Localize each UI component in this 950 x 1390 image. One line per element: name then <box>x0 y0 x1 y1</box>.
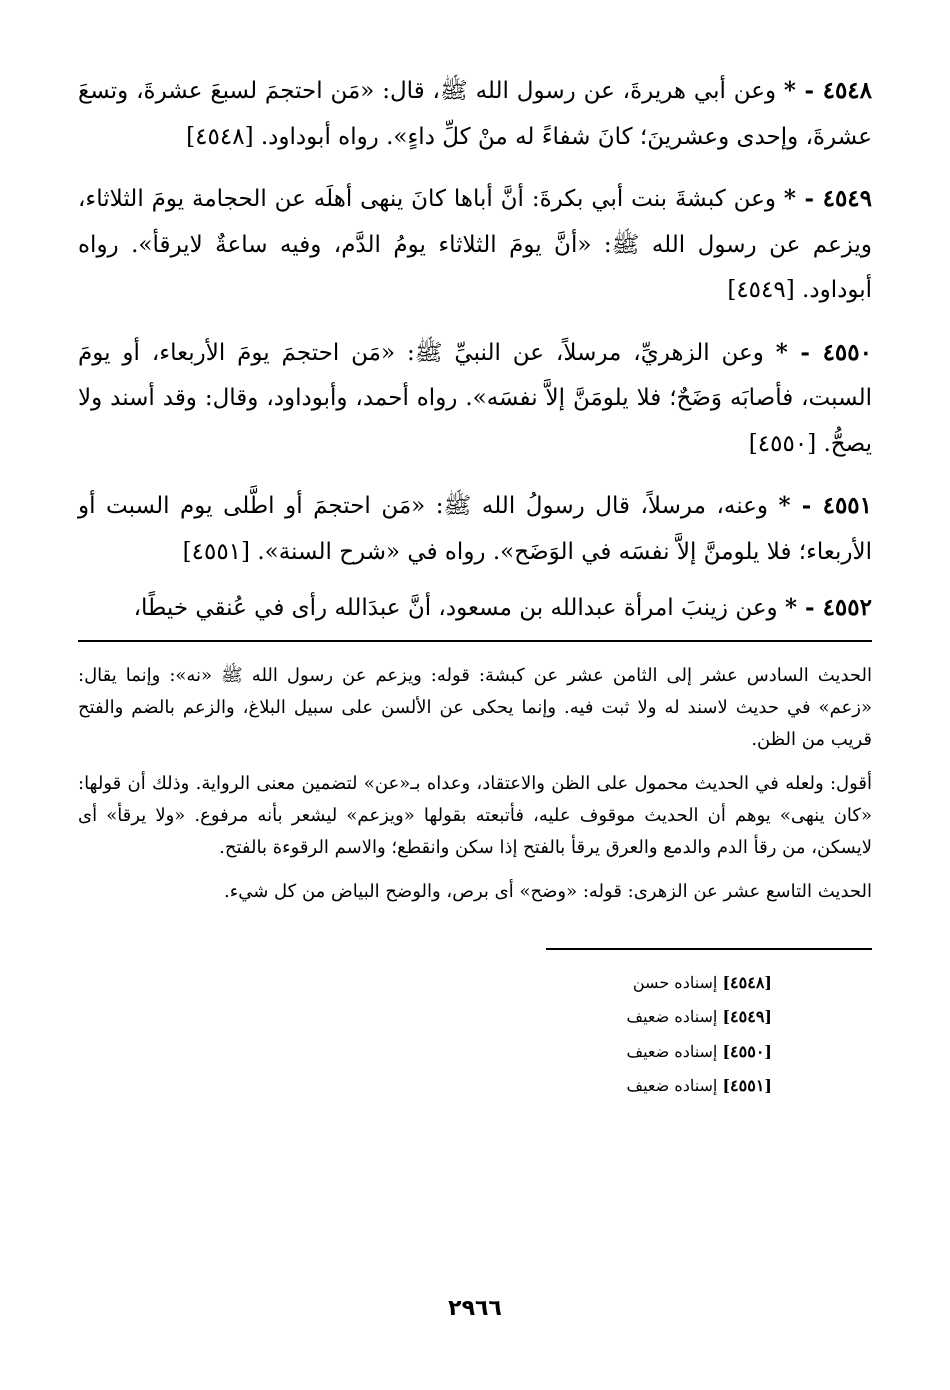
commentary-divider <box>78 640 872 642</box>
footnote <box>78 966 872 1001</box>
footnote <box>78 1069 872 1104</box>
footnote-text: إسناده ضعيف <box>626 1076 718 1095</box>
footnote-divider <box>546 948 872 950</box>
hadith-number: ٤٥٥٠ - * <box>775 338 872 366</box>
hadith-number: ٤٥٤٨ - * <box>783 77 873 104</box>
hadith-4549 <box>78 176 872 314</box>
hadith-text: وعن كبشةَ بنت أبي بكرةَ: أنَّ أباها كانَ ينهى أهلَه عن الحجامة يومَ الثلاثاء، ويزعم عن رسول الله ﷺ: «أنَّ يومَ الثلاثاء يومُ الدَّم، وفيه ساعةٌ لايرقأ». رواه أبوداود. [٤٥٤٩] <box>78 186 872 303</box>
hadith-4548 <box>78 68 872 160</box>
footnote <box>78 1000 872 1035</box>
hadith-4551 <box>78 483 872 575</box>
hadith-4552 <box>78 585 872 632</box>
footnote <box>78 1035 872 1070</box>
footnote-tag: [٤٥٥٠] <box>722 1041 772 1061</box>
commentary-paragraph: الحديث السادس عشر إلى الثامن عشر عن كبشة: قوله: ويزعم عن رسول الله ﷺ «نه»: وإنما يقال: «زعم» في حديث لاسند له ولا ثبت فيه. وإنما يحكى عن الألسن على سبيل البلاغ، والزعم بالضم والفتح قريب من الظن. <box>78 664 872 750</box>
hadith-text: وعنه، مرسلاً، قال رسولُ الله ﷺ: «مَن احتجمَ أو اطَّلى يوم السبت أو الأربعاء؛ فلا يلومنَّ إلاَّ نفسَه في الوَضَح». رواه في «شرح السنة». [٤٥٥١] <box>78 493 872 565</box>
footnote-tag: [٤٥٥١] <box>722 1076 772 1095</box>
commentary-paragraph: الحديث التاسع عشر عن الزهرى: قوله: «وضح» أى برص، والوضح البياض من كل شيء. <box>224 880 872 902</box>
hadith-number: ٤٥٥٢ - * <box>784 594 872 621</box>
page-number: ٢٩٦٦ <box>448 1296 502 1321</box>
footnote-tag: [٤٥٤٨] <box>722 972 772 992</box>
footnote-tag: [٤٥٤٩] <box>722 1007 772 1026</box>
footnote-text: إسناده ضعيف <box>626 1007 718 1026</box>
commentary-paragraph: أقول: ولعله في الحديث محمول على الظن والاعتقاد، وعداه بـ«عن» لتضمين معنى الرواية. وذلك أن قولها: «كان ينهى» يوهم أن الحديث موقوف عليه، فأتبعته بقولها «ويزعم» ليشعر بأنه مرفوع. «ولا يرقأ» أى لايسكن، من رقأ الدم والدمع والعرق يرقأ بالفتح إذا سكن وانقطع؛ والاسم الرقوءة بالفتح. <box>78 772 872 858</box>
hadith-number: ٤٥٤٩ - * <box>783 185 873 212</box>
hadith-text: وعن زينبَ امرأة عبدالله بن مسعود، أنَّ عبدَالله رأى في عُنقي خيطًا، <box>133 595 778 621</box>
hadith-number: ٤٥٥١ - * <box>778 492 873 519</box>
hadith-text: وعن أبي هريرةَ، عن رسول الله ﷺ، قال: «مَن احتجمَ لسبعَ عشرةَ، وتسعَ عشرةَ، وإحدى وعشرينَ؛ كانَ شفاءً له منْ كلِّ داءٍ». رواه أبوداود. [٤٥٤٨] <box>78 78 872 150</box>
footnote-text: إسناده حسن <box>632 972 718 992</box>
hadith-4550 <box>78 330 872 468</box>
footnote-text: إسناده ضعيف <box>626 1041 718 1061</box>
hadith-text: وعن الزهريِّ، مرسلاً، عن النبيِّ ﷺ: «مَن احتجمَ يومَ الأربعاء، أو يومَ السبت، فأصابَه وَضَحٌ؛ فلا يلومَنَّ إلاَّ نفسَه». رواه أحمد، وأبوداود، وقال: وقد أسند ولا يصحُّ. [٤٥٥٠] <box>78 339 872 457</box>
